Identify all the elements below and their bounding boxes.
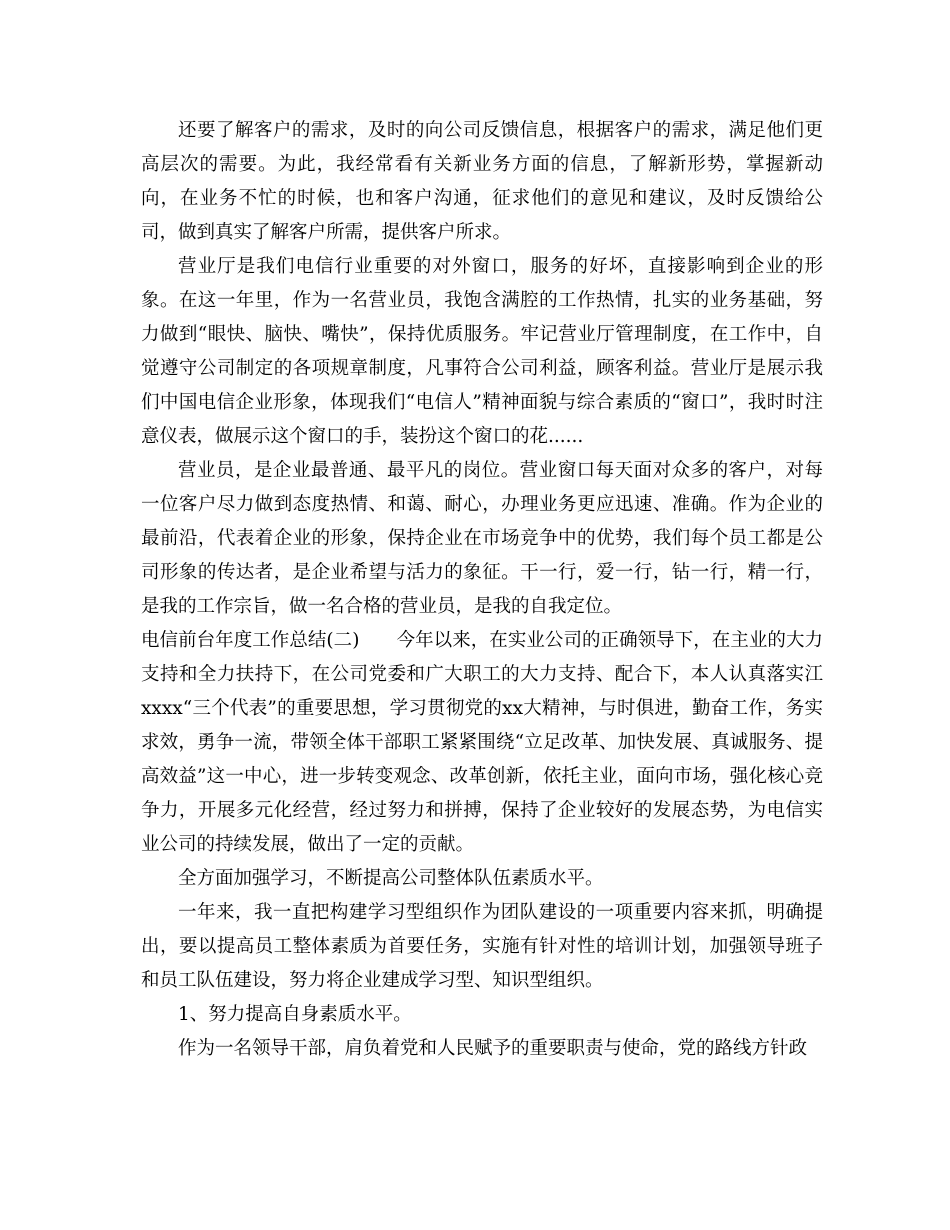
paragraph-study-heading: 全方面加强学习，不断提高公司整体队伍素质水平。	[178, 868, 604, 889]
paragraph-leader-duty: 作为一名领导干部，肩负着党和人民赋予的重要职责与使命，党的路线方针政	[178, 1038, 808, 1059]
paragraph-clerk-role: 营业员，是企业最普通、最平凡的岗位。营业窗口每天面对众多的客户，对每一位客户尽力做到态度热情、和蔼、耐心，办理业务更应迅速、准确。作为企业的最前沿，代表着企业的形象，保持企业在市场竞争中的优势，我们每个员工都是公司形象的传达者，是企业希望与活力的象征。干一行，爱一行，钻一行，精一行，是我的工作宗旨，做一名合格的营业员，是我的自我定位。	[141, 460, 823, 617]
paragraph-annual-summary-two: 电信前台年度工作总结(二) 今年以来，在实业公司的正确领导下，在主业的大力支持和全力扶持下，在公司党委和广大职工的大力支持、配合下，本人认真落实江xxxx“三个代表”的重要思想，学习贯彻党的xx大精神，与时俱进，勤奋工作，务实求效，勇争一流，带领全体干部职工紧紧围绕“立足改革、加快发展、真诚服务、提高效益”这一中心，进一步转变观念、改革创新，依托主业，面向市场，强化核心竞争力，开展多元化经营，经过努力和拼搏，保持了企业较好的发展态势，为电信实业公司的持续发展，做出了一定的贡献。	[141, 630, 823, 855]
document-body	[141, 114, 823, 1066]
paragraph-learning-organization: 一年来，我一直把构建学习型组织作为团队建设的一项重要内容来抓，明确提出，要以提高员工整体素质为首要任务，实施有针对性的培训计划，加强领导班子和员工队伍建设，努力将企业建成学习型、知识型组织。	[141, 902, 823, 991]
paragraph-self-improvement-heading: 1、努力提高自身素质水平。	[178, 1004, 412, 1025]
paragraph-customer-needs: 还要了解客户的需求，及时的向公司反馈信息，根据客户的需求，满足他们更高层次的需要。为此，我经常看有关新业务方面的信息，了解新形势，掌握新动向，在业务不忙的时候，也和客户沟通，征求他们的意见和建议，及时反馈给公司，做到真实了解客户所需，提供客户所求。	[141, 120, 823, 243]
paragraph-business-hall: 营业厅是我们电信行业重要的对外窗口，服务的好坏，直接影响到企业的形象。在这一年里，作为一名营业员，我饱含满腔的工作热情，扎实的业务基础，努力做到“眼快、脑快、嘴快”，保持优质服务。牢记营业厅管理制度，在工作中，自觉遵守公司制定的各项规章制度，凡事符合公司利益，顾客利益。营业厅是展示我们中国电信企业形象，体现我们“电信人”精神面貌与综合素质的“窗口”，我时时注意仪表，做展示这个窗口的手，装扮这个窗口的花......	[141, 256, 823, 447]
